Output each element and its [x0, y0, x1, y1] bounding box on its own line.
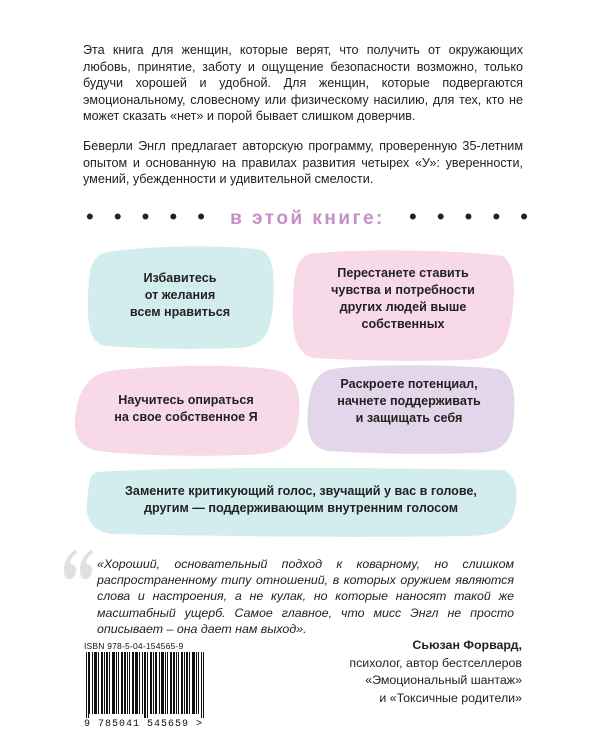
author-line-2: «Эмоциональный шантаж»: [365, 673, 522, 687]
barcode-bar: [189, 652, 190, 714]
barcode-bar: [129, 652, 130, 714]
barcode-bar: [159, 652, 160, 714]
barcode-bar: [184, 652, 185, 714]
barcode-bar: [170, 652, 171, 714]
barcode-bar: [162, 652, 163, 714]
barcode-bar: [144, 652, 145, 718]
barcode-bar: [171, 652, 172, 714]
barcode-bar: [121, 652, 122, 714]
benefit-text-5: Замените критикующий голос, звучащий у вас в голове, другим — поддерживающим внутренним голосом: [125, 484, 477, 515]
quote-text: «Хороший, основательный подход к коварному, но слишком распространенному типу отношений, в которых оружием являются слова и настроения, а не кулак, но которые наносят такой же масштабный ущерб. Самое главное, что мисс Энгл не просто описывает – она дает нам выход».: [97, 557, 514, 636]
barcode-bar: [196, 652, 197, 714]
barcode-bar: [198, 652, 199, 714]
quote-mark-icon: [60, 548, 96, 588]
section-title: в этой книге:: [230, 208, 385, 229]
barcode-bar: [95, 652, 96, 714]
barcode-bar: [192, 652, 193, 714]
author-name: Сьюзан Форвард,: [412, 638, 522, 652]
barcode-bar: [133, 652, 134, 714]
barcode-bar: [163, 652, 164, 714]
intro-paragraph-1: Эта книга для женщин, которые верят, что получить от окружающих любовь, принятие, заботу и ощущение безопасности возможно, только будучи хорошей и удобной. Для женщин, которые подвергаются эмоциональному, словесному или физическому насилию, для тех, кто не может сказать «нет» и порой бывает слишком доверчив.: [83, 43, 523, 123]
barcode-bar: [139, 652, 140, 714]
barcode-bar: [155, 652, 156, 714]
benefit-text-2: Перестанете ставить чувства и потребности других людей выше собственных: [331, 266, 475, 331]
author-line-3: и «Токсичные родители»: [379, 690, 522, 705]
barcode-bar: [173, 652, 174, 714]
isbn-digits: 9 785041 545659 >: [84, 719, 204, 730]
dots-left: • • • • •: [86, 204, 212, 229]
barcode-bar: [104, 652, 105, 714]
barcode-bar: [137, 652, 138, 714]
barcode-bar: [193, 652, 194, 714]
barcode-bar: [178, 652, 179, 714]
barcode-bar: [203, 652, 204, 718]
barcode-bar: [86, 652, 87, 718]
barcode-bar: [89, 652, 90, 714]
barcode-bar: [96, 652, 97, 714]
barcode-bar: [151, 652, 152, 714]
barcode-bar: [153, 652, 154, 714]
barcode-bar: [161, 652, 162, 714]
barcode-bar: [182, 652, 183, 714]
intro-paragraph-2: Беверли Энгл предлагает авторскую программу, проверенную 35-летним опытом и основанную на правилах развития четырех «У»: уверенности, умений, убежденности и удивительной смелости.: [83, 139, 523, 186]
author-block: [349, 637, 522, 707]
barcode-bar: [112, 652, 113, 714]
barcode-bar: [127, 652, 128, 714]
barcode-bar: [98, 652, 99, 714]
benefit-text-4: Раскроете потенциал, начнете поддерживать и защищать себя: [337, 377, 481, 425]
barcode-bar: [94, 652, 95, 714]
barcode-icon: [84, 652, 206, 718]
barcode-bar: [142, 652, 143, 714]
barcode-bar: [186, 652, 187, 714]
barcode-bar: [106, 652, 107, 714]
barcode-bar: [113, 652, 114, 714]
isbn-label: ISBN 978-5-04-154565-9: [84, 641, 184, 651]
author-line-1: психолог, автор бестселлеров: [349, 655, 522, 670]
barcode-bar: [147, 652, 148, 718]
barcode-bar: [114, 652, 115, 714]
barcode-bar: [101, 652, 102, 714]
section-divider: [80, 204, 535, 233]
benefit-text-1: Избавитесь от желания всем нравиться: [129, 271, 231, 319]
barcode-bar: [109, 652, 110, 714]
barcode-bar: [165, 652, 166, 714]
barcode-bar: [176, 652, 177, 714]
barcode-bar: [107, 652, 108, 714]
barcode-bar: [145, 652, 146, 718]
barcode-bar: [88, 652, 89, 718]
barcode-bar: [102, 652, 103, 714]
barcode-bar: [132, 652, 133, 714]
barcode-bar: [92, 652, 93, 714]
barcode-bar: [135, 652, 136, 714]
barcode-bar: [187, 652, 188, 714]
barcode-bar: [118, 652, 119, 714]
barcode-bar: [194, 652, 195, 714]
barcode-bar: [181, 652, 182, 714]
barcode-bar: [124, 652, 125, 714]
barcode-bar: [174, 652, 175, 714]
barcode-bar: [150, 652, 151, 714]
barcode-bar: [201, 652, 202, 718]
barcode-bar: [136, 652, 137, 714]
barcode-bar: [125, 652, 126, 714]
barcode-bar: [116, 652, 117, 714]
barcode-bar: [156, 652, 157, 714]
barcode-bar: [167, 652, 168, 714]
barcode-bar: [122, 652, 123, 714]
benefit-text-3: Научитесь опираться на свое собственное Я: [114, 393, 258, 424]
dots-right: • • • • •: [409, 204, 535, 229]
